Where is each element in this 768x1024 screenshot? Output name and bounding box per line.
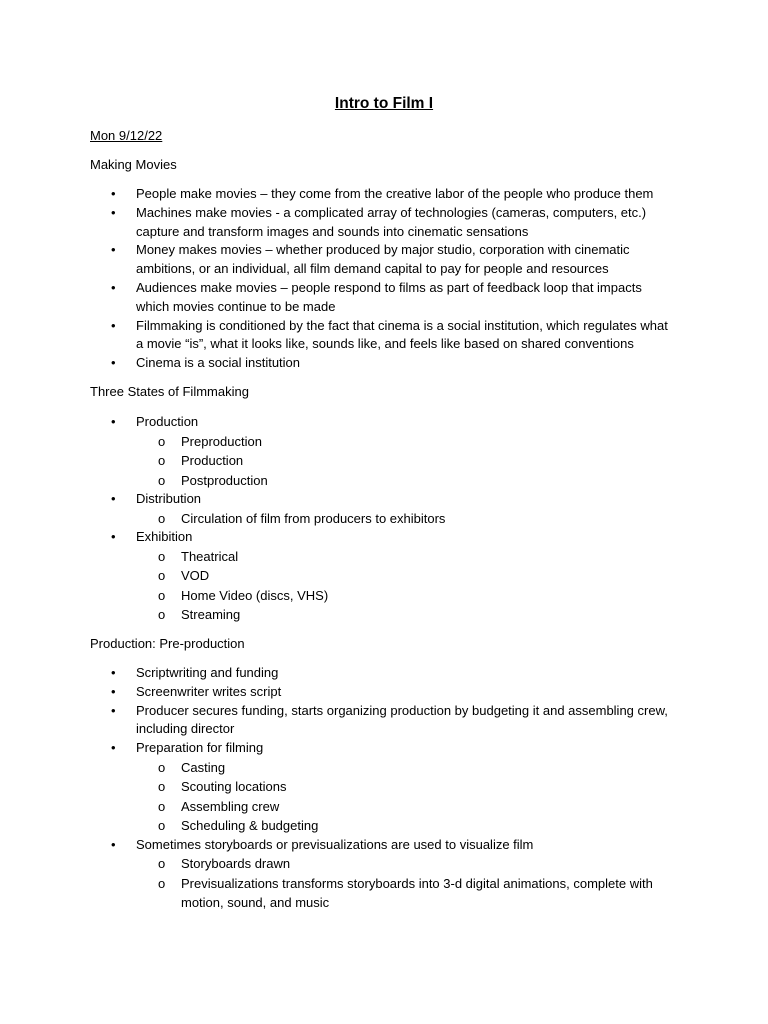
list-item-text: Machines make movies - a complicated array of technologies (cameras, computers, etc.) capture and transform images and sounds into cinematic sensations bbox=[136, 204, 647, 239]
bullet-icon: • bbox=[111, 242, 116, 258]
sub-bullet-icon: o bbox=[158, 875, 166, 891]
sub-bullet-icon: o bbox=[158, 510, 166, 526]
bullet-icon: • bbox=[111, 491, 116, 507]
list-item bbox=[0, 413, 676, 490]
bullet-icon: • bbox=[111, 186, 116, 201]
sub-bullet-icon: o bbox=[158, 798, 166, 814]
list-item bbox=[0, 702, 676, 740]
list-item bbox=[0, 185, 676, 204]
bullet-icon: • bbox=[111, 529, 116, 545]
list-item-text: Screenwriter writes script bbox=[136, 683, 282, 699]
list-item-text: Money makes movies – whether produced by major studio, corporation with cinematic ambitions, or an individual, all film demand capital to pay for people and resources bbox=[136, 242, 630, 277]
sub-list-item bbox=[136, 797, 661, 816]
sub-list-item-text: Circulation of film from producers to exhibitors bbox=[181, 510, 446, 526]
sub-list-item-text: VOD bbox=[181, 568, 210, 584]
making-movies-list bbox=[0, 185, 768, 373]
sub-list bbox=[136, 432, 676, 490]
sub-list-item bbox=[136, 586, 661, 605]
list-item-text: Scriptwriting and funding bbox=[136, 665, 279, 680]
sub-list-item-text: Scheduling & budgeting bbox=[181, 818, 319, 834]
sub-list-item-text: Previsualizations transforms storyboards into 3-d digital animations, complete with motion, sound, and music bbox=[181, 875, 653, 911]
sub-list-item bbox=[136, 566, 661, 585]
sub-list-item-text: Preproduction bbox=[181, 433, 262, 449]
sub-bullet-icon: o bbox=[158, 433, 166, 449]
sub-list-item bbox=[136, 509, 661, 528]
sub-list-item bbox=[136, 451, 661, 470]
sub-bullet-icon: o bbox=[158, 568, 166, 584]
sub-bullet-icon: o bbox=[158, 779, 166, 795]
sub-list bbox=[136, 547, 676, 625]
sub-bullet-icon: o bbox=[158, 856, 166, 872]
sub-list-item bbox=[136, 605, 661, 624]
list-item bbox=[0, 683, 676, 702]
sub-list bbox=[136, 758, 676, 836]
sub-list-item bbox=[136, 547, 661, 566]
bullet-icon: • bbox=[111, 740, 116, 756]
list-item bbox=[0, 204, 676, 242]
three-states-list bbox=[0, 413, 768, 625]
bullet-icon: • bbox=[111, 702, 116, 718]
list-item-text: Preparation for filming bbox=[136, 740, 264, 756]
list-item-text: Cinema is a social institution bbox=[136, 355, 301, 371]
sub-list-item-text: Storyboards drawn bbox=[181, 856, 291, 872]
sub-list-item-text: Production bbox=[181, 453, 244, 469]
list-item bbox=[0, 528, 676, 624]
section-heading-making-movies: Making Movies bbox=[90, 157, 177, 172]
sub-bullet-icon: o bbox=[158, 587, 166, 603]
list-item-text: Exhibition bbox=[136, 529, 193, 545]
sub-list-item-text: Home Video (discs, VHS) bbox=[181, 587, 329, 603]
sub-list-item-text: Assembling crew bbox=[181, 798, 280, 814]
sub-list-item-text: Theatrical bbox=[181, 549, 239, 565]
preproduction-list bbox=[0, 664, 768, 913]
bullet-icon: • bbox=[111, 414, 116, 429]
sub-bullet-icon: o bbox=[158, 759, 166, 775]
list-item-text: Distribution bbox=[136, 491, 202, 507]
section-heading-preproduction: Production: Pre-production bbox=[90, 636, 245, 651]
list-item bbox=[0, 279, 676, 317]
list-item-text: Sometimes storyboards or previsualizations are used to visualize film bbox=[136, 836, 534, 852]
sub-list bbox=[136, 509, 676, 528]
list-item bbox=[0, 490, 676, 528]
list-item-text: Production bbox=[136, 414, 199, 429]
list-item-text: People make movies – they come from the creative labor of the people who produce them bbox=[136, 186, 654, 201]
sub-bullet-icon: o bbox=[158, 818, 166, 834]
sub-list-item bbox=[136, 432, 661, 451]
list-item-text: Producer secures funding, starts organizing production by budgeting it and assembling crew, including director bbox=[136, 702, 668, 737]
sub-bullet-icon: o bbox=[158, 472, 166, 488]
sub-list-item bbox=[136, 854, 661, 873]
sub-list-item-text: Scouting locations bbox=[181, 779, 287, 795]
sub-list-item bbox=[136, 874, 661, 913]
sub-list-item-text: Casting bbox=[181, 759, 226, 775]
list-item-text: Audiences make movies – people respond to films as part of feedback loop that impacts which movies continue to be made bbox=[136, 279, 642, 314]
bullet-icon: • bbox=[111, 317, 116, 333]
sub-bullet-icon: o bbox=[158, 607, 166, 623]
list-item bbox=[0, 664, 676, 683]
list-item bbox=[0, 317, 676, 355]
sub-list-item bbox=[136, 758, 661, 777]
lecture-date: Mon 9/12/22 bbox=[90, 128, 163, 143]
sub-list-item bbox=[136, 471, 661, 490]
list-item bbox=[0, 354, 676, 373]
sub-list-item bbox=[136, 777, 661, 796]
sub-bullet-icon: o bbox=[158, 453, 166, 469]
bullet-icon: • bbox=[111, 204, 116, 220]
sub-bullet-icon: o bbox=[158, 549, 166, 565]
list-item bbox=[0, 241, 676, 279]
bullet-icon: • bbox=[111, 683, 116, 699]
list-item-text: Filmmaking is conditioned by the fact that cinema is a social institution, which regulates what a movie “is”, what it looks like, sounds like, and feels like based on shared conventions bbox=[136, 317, 668, 352]
bullet-icon: • bbox=[111, 355, 116, 371]
document-title: Intro to Film I bbox=[334, 95, 434, 112]
list-item bbox=[0, 836, 676, 913]
list-item bbox=[0, 739, 676, 835]
section-heading-three-states: Three States of Filmmaking bbox=[90, 384, 249, 399]
sub-list-item-text: Streaming bbox=[181, 607, 241, 623]
bullet-icon: • bbox=[111, 665, 116, 680]
bullet-icon: • bbox=[111, 836, 116, 852]
bullet-icon: • bbox=[111, 279, 116, 295]
sub-list-item-text: Postproduction bbox=[181, 472, 268, 488]
sub-list bbox=[136, 854, 676, 912]
sub-list-item bbox=[136, 816, 661, 835]
